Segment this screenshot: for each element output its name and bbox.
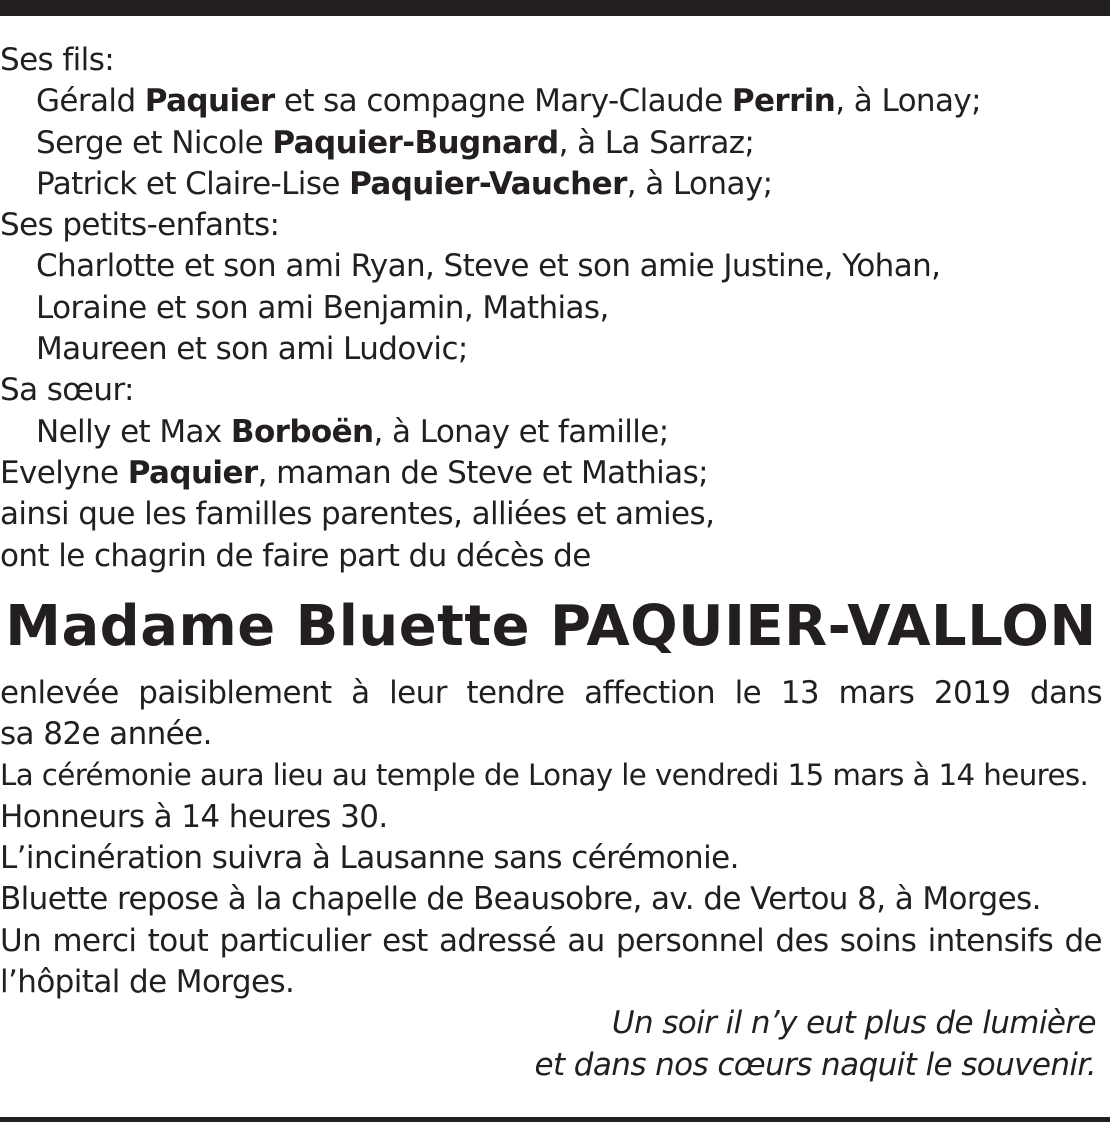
grandchildren-heading: Ses petits-enfants: xyxy=(0,207,280,244)
surname: Perrin xyxy=(731,83,836,120)
text: Evelyne xyxy=(0,454,128,491)
sister-line xyxy=(0,412,1102,453)
sister-heading: Sa sœur: xyxy=(0,372,134,409)
text: Serge et Nicole xyxy=(36,124,273,161)
surname: Paquier xyxy=(127,454,258,491)
honours-line: Honneurs à 14 heures 30. xyxy=(0,798,388,835)
grandchildren-line: Charlotte et son ami Ryan, Steve et son amie Justine, Yohan, xyxy=(36,248,941,285)
closing-quote-line: Un soir il n’y eut plus de lumière xyxy=(611,1005,1096,1042)
surname: Paquier-Bugnard xyxy=(272,124,559,161)
surname: Paquier-Vaucher xyxy=(349,165,627,202)
text: , à Lonay; xyxy=(626,165,773,202)
son-line-serge xyxy=(0,123,1102,164)
death-line: enlevée paisiblement à leur tendre affection le 13 mars 2019 dans xyxy=(0,674,1102,711)
evelyne-line xyxy=(0,453,1102,494)
obituary-notice xyxy=(0,40,1102,1086)
text: Gérald xyxy=(36,83,145,120)
thanks-line-end: l’hôpital de Morges. xyxy=(0,963,295,1000)
text: , maman de Steve et Mathias; xyxy=(257,454,708,491)
sons-heading: Ses fils: xyxy=(0,42,115,78)
death-line-end: sa 82e année. xyxy=(0,716,212,753)
surname: Paquier xyxy=(144,83,275,120)
rest-line: Bluette repose à la chapelle de Beausobre, av. de Vertou 8, à Morges. xyxy=(0,881,1041,918)
bottom-rule xyxy=(0,1117,1110,1122)
families-line: ainsi que les familles parentes, alliées et amies, xyxy=(0,496,715,533)
deceased-name: Madame Bluette PAQUIER-VALLON xyxy=(5,593,1097,659)
text: , à La Sarraz; xyxy=(558,124,755,161)
text: Patrick et Claire-Lise xyxy=(36,165,350,202)
grandchildren-line: Maureen et son ami Ludovic; xyxy=(36,331,468,368)
text: et sa compagne Mary-Claude xyxy=(274,83,732,120)
text: , à Lonay et famille; xyxy=(373,413,669,450)
text: Nelly et Max xyxy=(36,413,231,450)
announcement-line: ont le chagrin de faire part du décès de xyxy=(0,537,591,574)
closing-quote-line: et dans nos cœurs naquit le souvenir. xyxy=(534,1046,1096,1083)
grandchildren-line: Loraine et son ami Benjamin, Mathias, xyxy=(36,289,609,326)
surname: Borboën xyxy=(230,413,374,450)
son-line-gerald xyxy=(0,81,1102,122)
thanks-line: Un merci tout particulier est adressé au personnel des soins intensifs de xyxy=(0,922,1102,959)
top-rule xyxy=(0,0,1110,16)
son-line-patrick xyxy=(0,164,1102,205)
ceremony-line: La cérémonie aura lieu au temple de Lonay le vendredi 15 mars à 14 heures. xyxy=(0,758,1089,793)
incineration-line: L’incinération suivra à Lausanne sans cérémonie. xyxy=(0,840,739,877)
text: , à Lonay; xyxy=(835,83,981,120)
